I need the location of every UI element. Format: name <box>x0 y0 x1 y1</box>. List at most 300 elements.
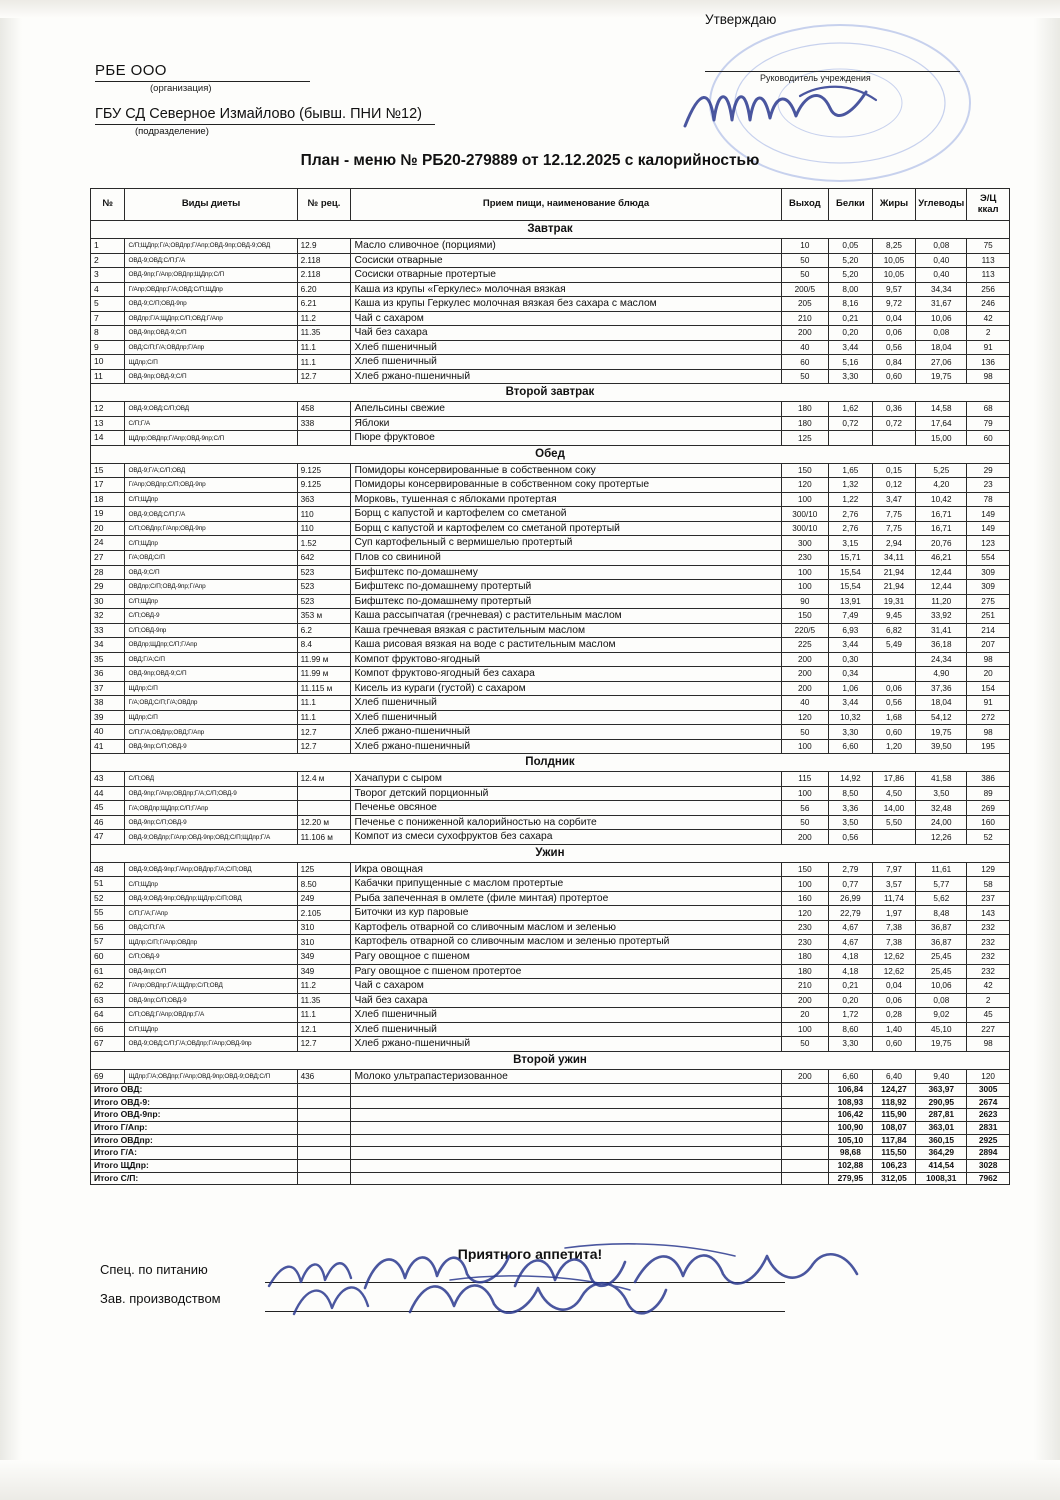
cell-carb: 15,00 <box>916 431 967 446</box>
cell-diet: Г/Апр;ОВДпр;Г/А;ОВД;С/П;ЩДпр <box>125 282 297 297</box>
totals-row <box>91 1159 1010 1172</box>
table-row <box>91 492 1010 507</box>
cell-carb: 45,10 <box>916 1022 967 1037</box>
cell-dish: Рыба запеченная в омлете (филе минтая) протертое <box>351 891 781 906</box>
cell-dish: Компот фруктово-ягодный <box>351 652 781 667</box>
table-row <box>91 638 1010 653</box>
cell-kcal: 60 <box>967 431 1010 446</box>
cell-kcal: 68 <box>967 402 1010 417</box>
cell-rec: 349 <box>297 964 351 979</box>
cell-fat: 7,75 <box>872 507 916 522</box>
cell-prot: 0,05 <box>829 239 873 254</box>
cell-kcal: 237 <box>967 891 1010 906</box>
cell-prot <box>829 431 873 446</box>
cell-fat: 0,15 <box>872 463 916 478</box>
totals-spacer-recipe <box>297 1084 351 1097</box>
cell-prot: 3,15 <box>829 536 873 551</box>
totals-prot: 106,84 <box>829 1084 873 1097</box>
approve-caption: Руководитель учреждения <box>760 73 871 83</box>
cell-dish: Чай без сахара <box>351 326 781 341</box>
cell-diet: С/П;ЩДпр <box>125 877 297 892</box>
cell-prot: 4,18 <box>829 950 873 965</box>
totals-fat: 115,90 <box>872 1109 916 1122</box>
cell-kcal: 246 <box>967 297 1010 312</box>
totals-label: Итого Г/А: <box>91 1147 298 1160</box>
totals-prot: 98,68 <box>829 1147 873 1160</box>
totals-label: Итого Г/Апр: <box>91 1122 298 1135</box>
cell-fat: 1,97 <box>872 906 916 921</box>
cell-kcal: 129 <box>967 862 1010 877</box>
cell-out: 200 <box>781 993 829 1008</box>
cell-prot: 6,60 <box>829 1069 873 1084</box>
cell-carb: 4,90 <box>916 667 967 682</box>
cell-no: 63 <box>91 993 125 1008</box>
cell-out: 50 <box>781 268 829 283</box>
cell-no: 13 <box>91 416 125 431</box>
cell-dish: Хлеб пшеничный <box>351 710 781 725</box>
cell-diet: ОВД-9;ОВД;С/П;Г/А <box>125 253 297 268</box>
cell-out: 180 <box>781 416 829 431</box>
cell-no: 28 <box>91 565 125 580</box>
cell-dish: Компот фруктово-ягодный без сахара <box>351 667 781 682</box>
cell-out: 150 <box>781 463 829 478</box>
cell-fat: 6,82 <box>872 623 916 638</box>
cell-fat: 0,60 <box>872 1037 916 1052</box>
table-row <box>91 268 1010 283</box>
cell-dish: Биточки из кур паровые <box>351 906 781 921</box>
cell-diet: С/П;ЩДпр <box>125 594 297 609</box>
cell-fat: 7,38 <box>872 920 916 935</box>
cell-no: 35 <box>91 652 125 667</box>
cell-no: 46 <box>91 815 125 830</box>
cell-diet: ОВД-9пр;С/П <box>125 964 297 979</box>
table-row <box>91 282 1010 297</box>
cell-dish: Творог детский порционный <box>351 786 781 801</box>
totals-carb: 414,54 <box>916 1159 967 1172</box>
cell-dish: Помидоры консервированные в собственном соку протертые <box>351 478 781 493</box>
cell-dish: Каша рисовая вязкая на воде с растительным маслом <box>351 638 781 653</box>
cell-dish: Суп картофельный с вермишелью протертый <box>351 536 781 551</box>
cell-no: 69 <box>91 1069 125 1084</box>
cell-rec: 11.1 <box>297 355 351 370</box>
table-row <box>91 340 1010 355</box>
cell-diet: ОВД;С/П;Г/А;ОВДпр;Г/Апр <box>125 340 297 355</box>
cell-diet: ОВД-9пр;Г/Апр;ОВДпр;ЩДпр;С/П <box>125 268 297 283</box>
cell-prot: 4,67 <box>829 935 873 950</box>
cell-rec: 125 <box>297 862 351 877</box>
cell-out: 115 <box>781 772 829 787</box>
cell-carb: 14,58 <box>916 402 967 417</box>
meal-section-title: Второй завтрак <box>91 384 1010 402</box>
totals-carb: 363,97 <box>916 1084 967 1097</box>
cell-fat: 0,72 <box>872 416 916 431</box>
cell-out: 90 <box>781 594 829 609</box>
cell-fat: 0,36 <box>872 402 916 417</box>
cell-out: 220/5 <box>781 623 829 638</box>
cell-prot: 8,50 <box>829 786 873 801</box>
totals-fat: 117,84 <box>872 1134 916 1147</box>
cell-rec: 11.106 м <box>297 830 351 845</box>
meal-section-header <box>91 844 1010 862</box>
cell-fat <box>872 652 916 667</box>
cell-dish: Хлеб ржано-пшеничный <box>351 1037 781 1052</box>
totals-prot: 108,93 <box>829 1096 873 1109</box>
cell-carb: 31,67 <box>916 297 967 312</box>
cell-rec: 310 <box>297 935 351 950</box>
cell-out: 230 <box>781 550 829 565</box>
production-manager-label: Зав. производством <box>100 1291 221 1306</box>
cell-carb: 9,40 <box>916 1069 967 1084</box>
totals-fat: 106,23 <box>872 1159 916 1172</box>
table-row <box>91 739 1010 754</box>
totals-label: Итого С/П: <box>91 1172 298 1185</box>
cell-prot: 26,99 <box>829 891 873 906</box>
cell-carb: 12,44 <box>916 565 967 580</box>
cell-fat: 0,12 <box>872 478 916 493</box>
table-row <box>91 463 1010 478</box>
cell-diet: ОВД;Г/А;С/П <box>125 652 297 667</box>
cell-out: 300 <box>781 536 829 551</box>
table-row <box>91 239 1010 254</box>
table-row <box>91 906 1010 921</box>
cell-no: 48 <box>91 862 125 877</box>
cell-dish: Картофель отварной со сливочным маслом и зеленью <box>351 920 781 935</box>
totals-spacer-out <box>781 1109 829 1122</box>
totals-carb: 360,15 <box>916 1134 967 1147</box>
cell-prot: 2,76 <box>829 521 873 536</box>
cell-fat: 7,75 <box>872 521 916 536</box>
cell-out: 100 <box>781 492 829 507</box>
totals-spacer-recipe <box>297 1172 351 1185</box>
cell-kcal: 149 <box>967 521 1010 536</box>
cell-kcal: 386 <box>967 772 1010 787</box>
cell-rec: 11.35 <box>297 993 351 1008</box>
cell-fat: 9,72 <box>872 297 916 312</box>
cell-kcal: 98 <box>967 652 1010 667</box>
table-row <box>91 369 1010 384</box>
cell-no: 20 <box>91 521 125 536</box>
totals-label: Итого ОВД-9: <box>91 1096 298 1109</box>
cell-rec: 110 <box>297 507 351 522</box>
cell-dish: Компот из смеси сухофруктов без сахара <box>351 830 781 845</box>
totals-spacer-recipe <box>297 1122 351 1135</box>
totals-spacer-out <box>781 1159 829 1172</box>
meal-section-header <box>91 221 1010 239</box>
cell-kcal: 52 <box>967 830 1010 845</box>
cell-no: 60 <box>91 950 125 965</box>
cell-carb: 37,36 <box>916 681 967 696</box>
cell-out: 210 <box>781 311 829 326</box>
cell-no: 10 <box>91 355 125 370</box>
cell-rec: 1.52 <box>297 536 351 551</box>
cell-dish: Кисель из кураги (густой) с сахаром <box>351 681 781 696</box>
cell-no: 19 <box>91 507 125 522</box>
table-header-row <box>91 189 1010 221</box>
cell-carb: 19,75 <box>916 369 967 384</box>
cell-carb: 36,18 <box>916 638 967 653</box>
cell-carb: 25,45 <box>916 950 967 965</box>
cell-prot: 13,91 <box>829 594 873 609</box>
table-row <box>91 964 1010 979</box>
cell-diet: С/П;ОВД-9 <box>125 950 297 965</box>
cell-carb: 3,50 <box>916 786 967 801</box>
cell-rec: 523 <box>297 565 351 580</box>
totals-spacer-dish <box>351 1122 781 1135</box>
totals-row <box>91 1109 1010 1122</box>
footer-signature-ink-2 <box>290 1272 770 1328</box>
table-row <box>91 536 1010 551</box>
cell-out: 10 <box>781 239 829 254</box>
cell-carb: 16,71 <box>916 521 967 536</box>
cell-carb: 5,62 <box>916 891 967 906</box>
table-row <box>91 297 1010 312</box>
cell-prot: 1,65 <box>829 463 873 478</box>
cell-kcal: 275 <box>967 594 1010 609</box>
cell-out: 180 <box>781 950 829 965</box>
totals-fat: 108,07 <box>872 1122 916 1135</box>
cell-kcal: 98 <box>967 1037 1010 1052</box>
totals-fat: 124,27 <box>872 1084 916 1097</box>
cell-diet: ЩДпр;С/П;Г/Апр;ОВДпр <box>125 935 297 950</box>
totals-carb: 364,29 <box>916 1147 967 1160</box>
table-row <box>91 993 1010 1008</box>
cell-fat: 3,47 <box>872 492 916 507</box>
totals-label: Итого ОВД-9пр: <box>91 1109 298 1122</box>
menu-table <box>90 188 1010 1185</box>
table-row <box>91 1008 1010 1023</box>
table-row <box>91 801 1010 816</box>
cell-dish: Борщ с капустой и картофелем со сметаной протертый <box>351 521 781 536</box>
cell-fat: 5,49 <box>872 638 916 653</box>
organization-name: РБЕ ООО <box>95 62 167 79</box>
cell-diet: ОВД-9пр;С/П;ОВД-9 <box>125 993 297 1008</box>
cell-rec: 642 <box>297 550 351 565</box>
cell-prot: 1,72 <box>829 1008 873 1023</box>
cell-rec <box>297 431 351 446</box>
cell-out: 200 <box>781 681 829 696</box>
cell-prot: 5,16 <box>829 355 873 370</box>
cell-prot: 2,79 <box>829 862 873 877</box>
department-caption: (подразделение) <box>135 126 209 137</box>
totals-spacer-out <box>781 1134 829 1147</box>
totals-prot: 105,10 <box>829 1134 873 1147</box>
meal-section-header <box>91 1051 1010 1069</box>
cell-prot: 0,30 <box>829 652 873 667</box>
totals-kcal: 7962 <box>967 1172 1010 1185</box>
table-row <box>91 920 1010 935</box>
cell-fat: 0,04 <box>872 311 916 326</box>
cell-dish: Хлеб пшеничный <box>351 355 781 370</box>
cell-diet: ЩДпр;ОВДпр;Г/Апр;ОВД-9пр;С/П <box>125 431 297 446</box>
cell-kcal: 123 <box>967 536 1010 551</box>
totals-kcal: 3005 <box>967 1084 1010 1097</box>
cell-out: 200/5 <box>781 282 829 297</box>
cell-fat: 9,57 <box>872 282 916 297</box>
cell-fat: 0,56 <box>872 696 916 711</box>
cell-rec: 6.20 <box>297 282 351 297</box>
page-title: План - меню № РБ20-279889 от 12.12.2025 с калорийностью <box>300 152 760 169</box>
scan-edge-left <box>0 0 22 1500</box>
cell-rec: 11.35 <box>297 326 351 341</box>
cell-diet: ОВД-9пр;ОВД-9;С/П <box>125 667 297 682</box>
totals-row <box>91 1147 1010 1160</box>
cell-kcal: 75 <box>967 239 1010 254</box>
cell-fat: 10,05 <box>872 253 916 268</box>
cell-no: 45 <box>91 801 125 816</box>
cell-out: 180 <box>781 402 829 417</box>
cell-fat: 2,94 <box>872 536 916 551</box>
cell-no: 52 <box>91 891 125 906</box>
col-fat: Жиры <box>872 189 916 221</box>
cell-no: 62 <box>91 979 125 994</box>
cell-dish: Каша рассыпчатая (гречневая) с растительным маслом <box>351 609 781 624</box>
cell-rec: 9.125 <box>297 478 351 493</box>
cell-fat: 3,57 <box>872 877 916 892</box>
cell-carb: 24,34 <box>916 652 967 667</box>
cell-no: 47 <box>91 830 125 845</box>
cell-dish: Рагу овощное с пшеном <box>351 950 781 965</box>
cell-prot: 22,79 <box>829 906 873 921</box>
totals-spacer-out <box>781 1096 829 1109</box>
cell-prot: 0,20 <box>829 326 873 341</box>
table-row <box>91 355 1010 370</box>
totals-row <box>91 1134 1010 1147</box>
cell-dish: Каша гречневая вязкая с растительным маслом <box>351 623 781 638</box>
cell-no: 36 <box>91 667 125 682</box>
cell-prot: 0,72 <box>829 416 873 431</box>
cell-no: 44 <box>91 786 125 801</box>
cell-fat: 17,86 <box>872 772 916 787</box>
cell-dish: Чай без сахара <box>351 993 781 1008</box>
cell-no: 11 <box>91 369 125 384</box>
cell-dish: Икра овощная <box>351 862 781 877</box>
table-row <box>91 652 1010 667</box>
cell-out: 50 <box>781 253 829 268</box>
cell-kcal: 232 <box>967 964 1010 979</box>
bon-appetit-text: Приятного аппетита! <box>457 1246 603 1262</box>
cell-prot: 0,20 <box>829 993 873 1008</box>
cell-fat <box>872 431 916 446</box>
cell-fat: 9,45 <box>872 609 916 624</box>
cell-no: 51 <box>91 877 125 892</box>
cell-diet: ОВДпр;С/П;ОВД-9пр;Г/Апр <box>125 580 297 595</box>
cell-rec: 11.115 м <box>297 681 351 696</box>
table-row <box>91 667 1010 682</box>
cell-no: 24 <box>91 536 125 551</box>
cell-rec: 523 <box>297 580 351 595</box>
table-row <box>91 623 1010 638</box>
cell-fat: 19,31 <box>872 594 916 609</box>
cell-fat: 10,05 <box>872 268 916 283</box>
cell-rec: 12.7 <box>297 725 351 740</box>
cell-no: 39 <box>91 710 125 725</box>
cell-prot: 2,76 <box>829 507 873 522</box>
totals-spacer-recipe <box>297 1159 351 1172</box>
cell-dish: Хлеб пшеничный <box>351 1022 781 1037</box>
cell-kcal: 232 <box>967 935 1010 950</box>
cell-dish: Картофель отварной со сливочным маслом и зеленью протертый <box>351 935 781 950</box>
cell-rec: 349 <box>297 950 351 965</box>
cell-dish: Масло сливочное (порциями) <box>351 239 781 254</box>
table-row <box>91 830 1010 845</box>
cell-rec: 12.9 <box>297 239 351 254</box>
meal-section-title: Завтрак <box>91 221 1010 239</box>
meal-section-title: Полдник <box>91 754 1010 772</box>
cell-prot: 3,30 <box>829 369 873 384</box>
cell-kcal: 272 <box>967 710 1010 725</box>
cell-carb: 0,40 <box>916 268 967 283</box>
cell-rec: 11.99 м <box>297 652 351 667</box>
cell-carb: 36,87 <box>916 920 967 935</box>
cell-carb: 39,50 <box>916 739 967 754</box>
cell-fat <box>872 667 916 682</box>
cell-rec: 12.7 <box>297 369 351 384</box>
cell-prot: 3,44 <box>829 696 873 711</box>
cell-diet: Г/Апр;ОВДпр;Г/А;ЩДпр;С/П;ОВД <box>125 979 297 994</box>
cell-dish: Чай с сахаром <box>351 979 781 994</box>
cell-kcal: 42 <box>967 979 1010 994</box>
cell-dish: Молоко ультрапастеризованное <box>351 1069 781 1084</box>
cell-no: 61 <box>91 964 125 979</box>
cell-kcal: 232 <box>967 920 1010 935</box>
cell-prot: 0,56 <box>829 830 873 845</box>
cell-no: 43 <box>91 772 125 787</box>
cell-fat: 0,56 <box>872 340 916 355</box>
cell-fat: 1,40 <box>872 1022 916 1037</box>
totals-carb: 287,81 <box>916 1109 967 1122</box>
table-row <box>91 311 1010 326</box>
table-row <box>91 772 1010 787</box>
cell-kcal: 214 <box>967 623 1010 638</box>
cell-kcal: 78 <box>967 492 1010 507</box>
cell-diet: ОВД-9;ОВД;С/П;ОВД <box>125 402 297 417</box>
table-row <box>91 696 1010 711</box>
cell-carb: 46,21 <box>916 550 967 565</box>
cell-kcal: 42 <box>967 311 1010 326</box>
cell-dish: Хлеб пшеничный <box>351 1008 781 1023</box>
table-row <box>91 565 1010 580</box>
cell-out: 300/10 <box>781 507 829 522</box>
cell-out: 205 <box>781 297 829 312</box>
cell-fat: 1,68 <box>872 710 916 725</box>
cell-carb: 12,26 <box>916 830 967 845</box>
table-row <box>91 431 1010 446</box>
cell-out: 210 <box>781 979 829 994</box>
cell-carb: 32,48 <box>916 801 967 816</box>
cell-carb: 18,04 <box>916 340 967 355</box>
cell-kcal: 251 <box>967 609 1010 624</box>
cell-kcal: 309 <box>967 565 1010 580</box>
cell-prot: 6,93 <box>829 623 873 638</box>
cell-diet: С/П;Г/А;ОВДпр;ОВД;Г/Апр <box>125 725 297 740</box>
cell-diet: Г/Апр;ОВДпр;С/П;ОВД-9пр <box>125 478 297 493</box>
cell-dish: Морковь, тушенная с яблоками протертая <box>351 492 781 507</box>
cell-out: 180 <box>781 964 829 979</box>
cell-kcal: 154 <box>967 681 1010 696</box>
cell-diet: С/П;ОВД-9 <box>125 609 297 624</box>
cell-no: 41 <box>91 739 125 754</box>
cell-fat: 12,62 <box>872 950 916 965</box>
cell-kcal: 554 <box>967 550 1010 565</box>
cell-out: 120 <box>781 710 829 725</box>
cell-diet: С/П;ЩДпр <box>125 492 297 507</box>
cell-kcal: 2 <box>967 993 1010 1008</box>
cell-no: 1 <box>91 239 125 254</box>
cell-carb: 18,04 <box>916 696 967 711</box>
cell-rec: 12.20 м <box>297 815 351 830</box>
cell-prot: 6,60 <box>829 739 873 754</box>
cell-kcal: 113 <box>967 268 1010 283</box>
